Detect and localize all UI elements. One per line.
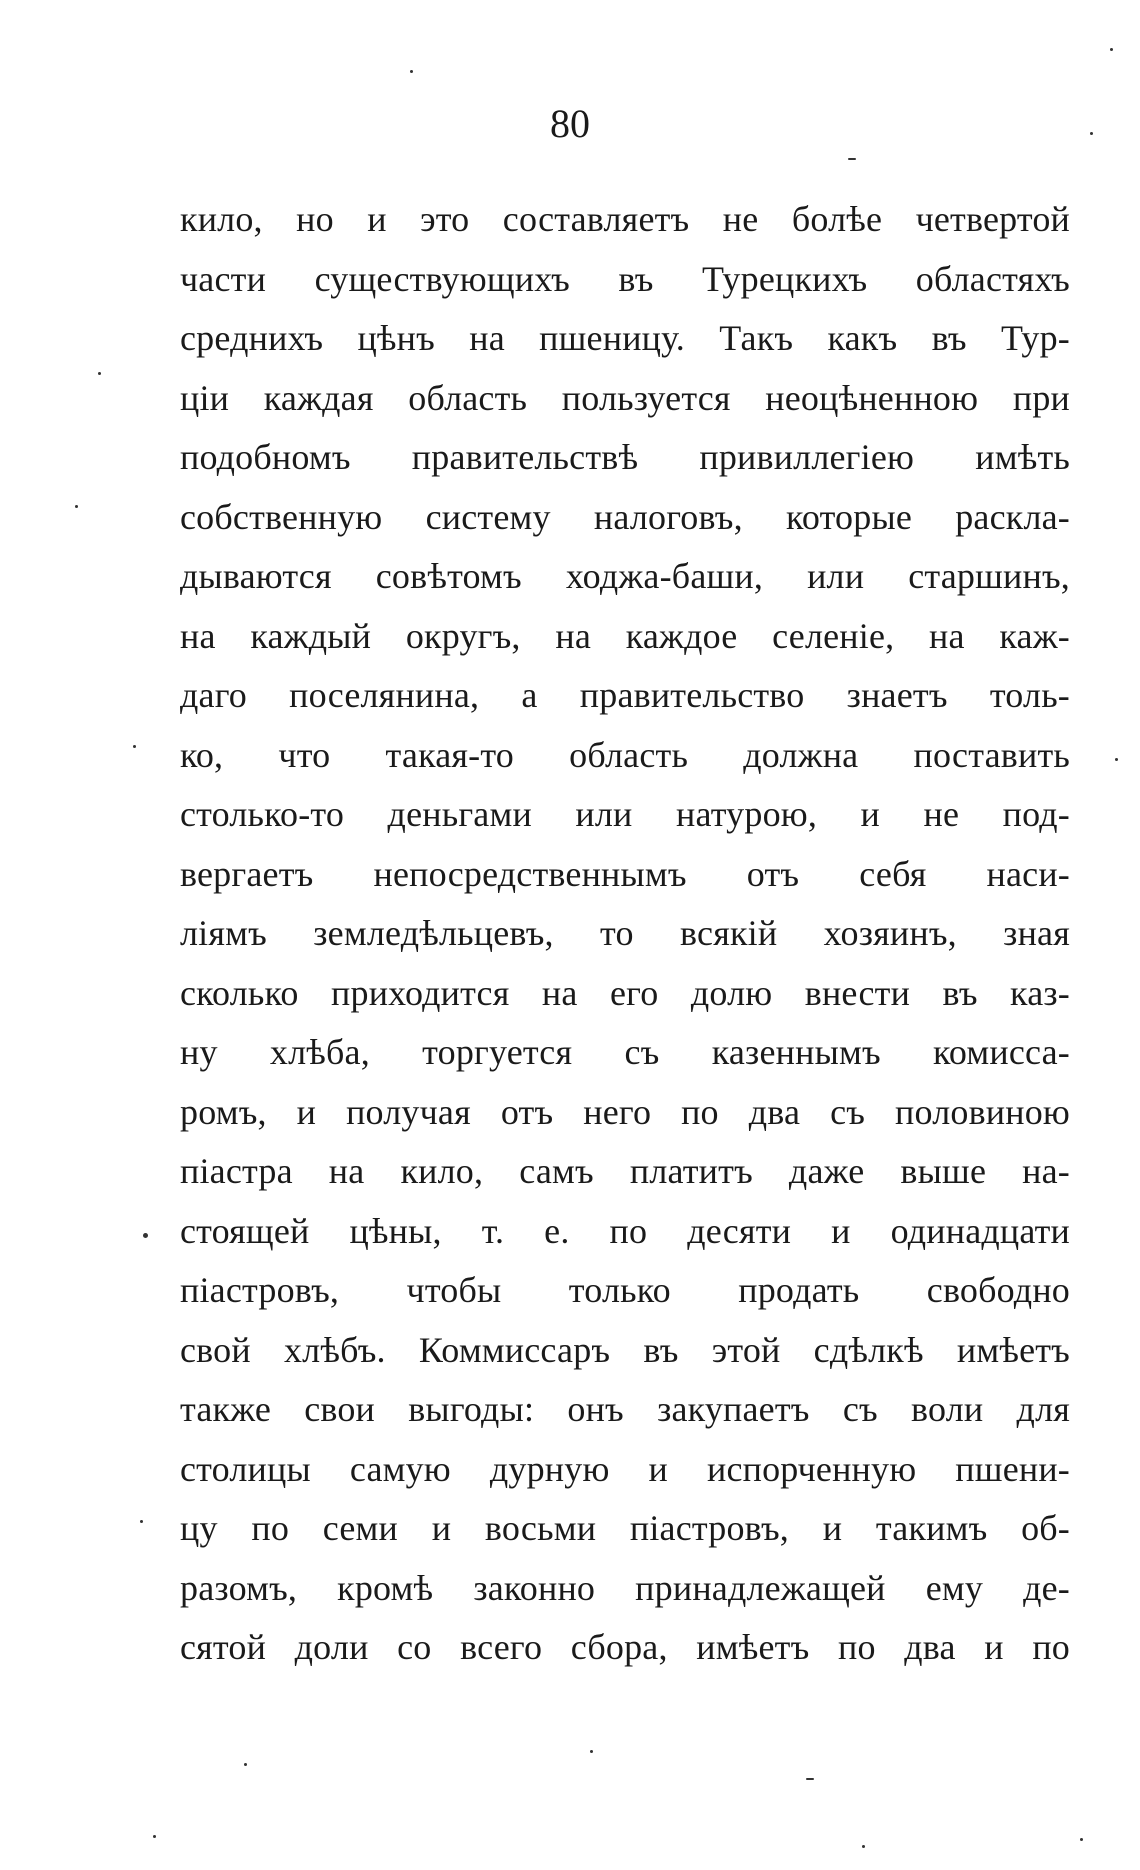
- text-line: дываются совѣтомъ ходжа-баши, или старшинъ,: [180, 556, 1070, 596]
- scan-speck: [1080, 1838, 1083, 1841]
- text-line: цу по семи и восьми піастровъ, и такимъ об-: [180, 1508, 1070, 1548]
- text-line: свой хлѣбъ. Коммиссаръ въ этой сдѣлкѣ имѣетъ: [180, 1329, 1070, 1370]
- text-line: стоящей цѣны, т. е. по десяти и одинадцати: [180, 1210, 1070, 1251]
- text-line: ціи каждая область пользуется неоцѣненною при: [180, 377, 1070, 418]
- text-line: піастровъ, чтобы только продать свободно: [180, 1270, 1070, 1310]
- page-number: 80: [550, 101, 590, 146]
- text-line: кило, но и это составляетъ не болѣе четвертой: [180, 199, 1070, 239]
- text-line: даго поселянина, а правительство знаетъ толь-: [180, 675, 1070, 715]
- text-line: сколько приходится на его долю внести въ каз-: [180, 972, 1070, 1013]
- scan-speck: [1115, 758, 1118, 761]
- scan-speck: [140, 1520, 143, 1523]
- scan-speck: [143, 1233, 148, 1238]
- text-line: среднихъ цѣнъ на пшеницу. Такъ какъ въ Тур-: [180, 318, 1070, 358]
- scan-speck: [862, 1845, 865, 1848]
- text-line: столько-то деньгами или натурою, и не под-: [180, 794, 1070, 834]
- scan-speck: [806, 1778, 814, 1780]
- scan-speck: [244, 1763, 247, 1766]
- scan-speck: [410, 70, 413, 73]
- scan-speck: [1110, 48, 1113, 51]
- scan-speck: [590, 1750, 593, 1753]
- text-line: собственную систему налоговъ, которые раскла-: [180, 496, 1070, 537]
- text-line: ну хлѣба, торгуется съ казеннымъ комисса-: [180, 1032, 1070, 1072]
- body-text: [180, 190, 1070, 1678]
- text-line: подобномъ правительствѣ привиллегіею имѣть: [180, 437, 1070, 477]
- scan-speck: [153, 1835, 156, 1838]
- scan-speck: [98, 372, 101, 375]
- text-line: разомъ, кромѣ законно принадлежащей ему де-: [180, 1567, 1070, 1608]
- text-line: ліямъ земледѣльцевъ, то всякій хозяинъ, зная: [180, 913, 1070, 953]
- text-line: вергаетъ непосредственнымъ отъ себя наси-: [180, 853, 1070, 894]
- text-line: столицы самую дурную и испорченную пшени-: [180, 1448, 1070, 1489]
- scan-speck: [1090, 132, 1093, 135]
- text-line: піастра на кило, самъ платитъ даже выше на-: [180, 1151, 1070, 1191]
- text-line: части существующихъ въ Турецкихъ областяхъ: [180, 258, 1070, 299]
- text-line: сятой доли со всего сбора, имѣетъ по два и по: [180, 1627, 1070, 1667]
- text-line: ко, что такая-то область должна поставить: [180, 734, 1070, 775]
- scan-speck: [848, 158, 856, 160]
- text-line: также свои выгоды: онъ закупаетъ съ воли для: [180, 1389, 1070, 1429]
- text-line: на каждый округъ, на каждое селеніе, на каж-: [180, 615, 1070, 656]
- scan-speck: [75, 505, 78, 508]
- text-line: ромъ, и получая отъ него по два съ половиною: [180, 1091, 1070, 1132]
- scan-speck: [133, 745, 136, 748]
